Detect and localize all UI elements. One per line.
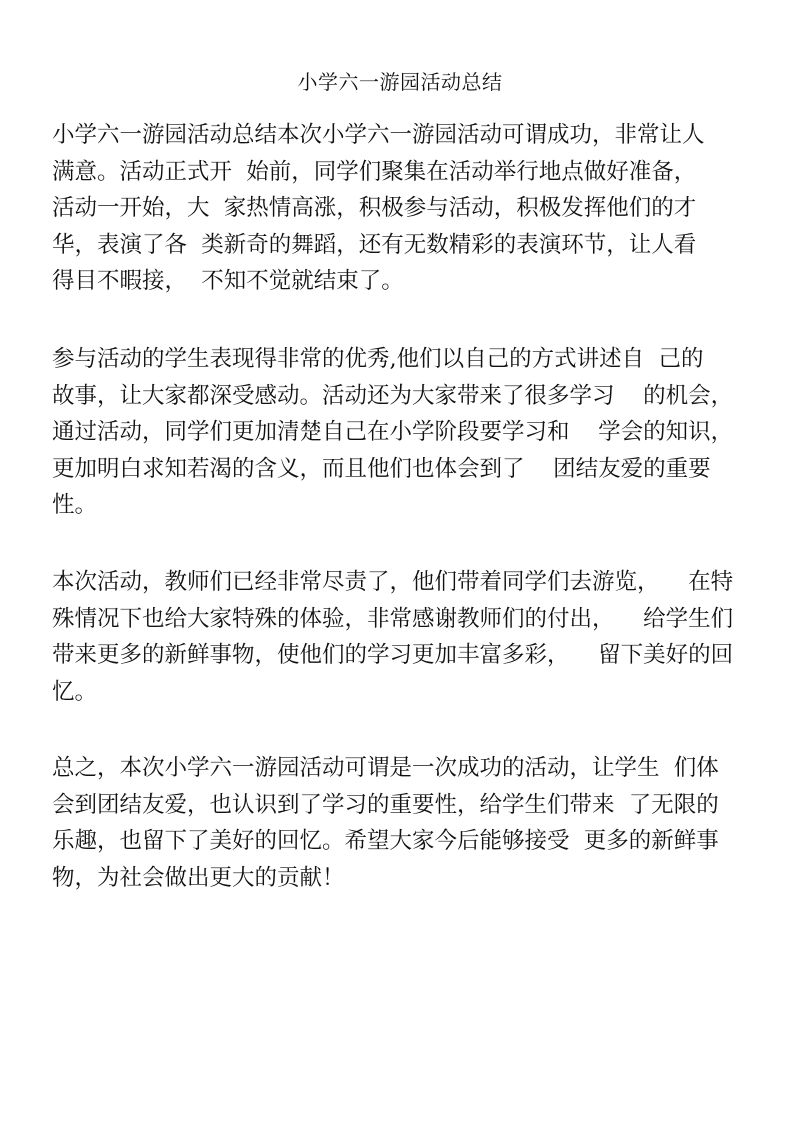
paragraph-line: 会到团结友爱，也认识到了学习的重要性，给学生们带来 了无限的 xyxy=(52,791,719,818)
paragraph-line: 带来更多的新鲜事物，使他们的学习更加丰富多彩， 留下美好的回 xyxy=(52,642,734,668)
paragraph-line: 通过活动，同学们更加清楚自己在小学阶段要学习和 学会的知识， xyxy=(52,419,734,445)
paragraph-4 xyxy=(52,750,762,896)
paragraph-line: 乐趣，也留下了美好的回忆。希望大家今后能够接受 更多的新鲜事 xyxy=(52,828,719,854)
paragraph-line: 活动一开始，大 家热情高涨，积极参与活动，积极发挥他们的才 xyxy=(52,195,697,221)
paragraph-line: 总之，本次小学六一游园活动可谓是一次成功的活动，让学生 们体 xyxy=(52,755,719,781)
paragraph-3 xyxy=(52,564,762,710)
paragraph-line: 小学六一游园活动总结本次小学六一游园活动可谓成功，非常让人 xyxy=(52,122,705,148)
paragraph-line: 忆。 xyxy=(52,678,98,705)
paragraph-line: 得目不暇接， 不知不觉就结束了。 xyxy=(52,268,404,294)
document-title: 小学六一游园活动总结 xyxy=(297,70,503,94)
paragraph-line: 华，表演了各 类新奇的舞蹈，还有无数精彩的表演环节，让人看 xyxy=(52,231,697,258)
paragraph-line: 本次活动，教师们已经非常尽责了，他们带着同学们去游览， 在特 xyxy=(52,569,734,595)
paragraph-line: 故事，让大家都深受感动。活动还为大家带来了很多学习 的机会， xyxy=(52,382,734,409)
paragraph-2 xyxy=(52,341,762,524)
paragraph-line: 参与活动的学生表现得非常的优秀,他们以自己的方式讲述自 己的 xyxy=(52,346,704,372)
paragraph-line: 物，为社会做出更大的贡献！ xyxy=(52,864,345,891)
paragraph-line: 满意。活动正式开 始前，同学们聚集在活动举行地点做好准备， xyxy=(52,158,697,185)
paragraph-1 xyxy=(52,117,762,300)
paragraph-line: 殊情况下也给大家特殊的体验，非常感谢教师们的付出， 给学生们 xyxy=(52,605,734,632)
paragraph-line: 更加明白求知若渴的含义，而且他们也体会到了 团结友爱的重要 xyxy=(52,455,711,482)
paragraph-line: 性。 xyxy=(52,492,98,518)
